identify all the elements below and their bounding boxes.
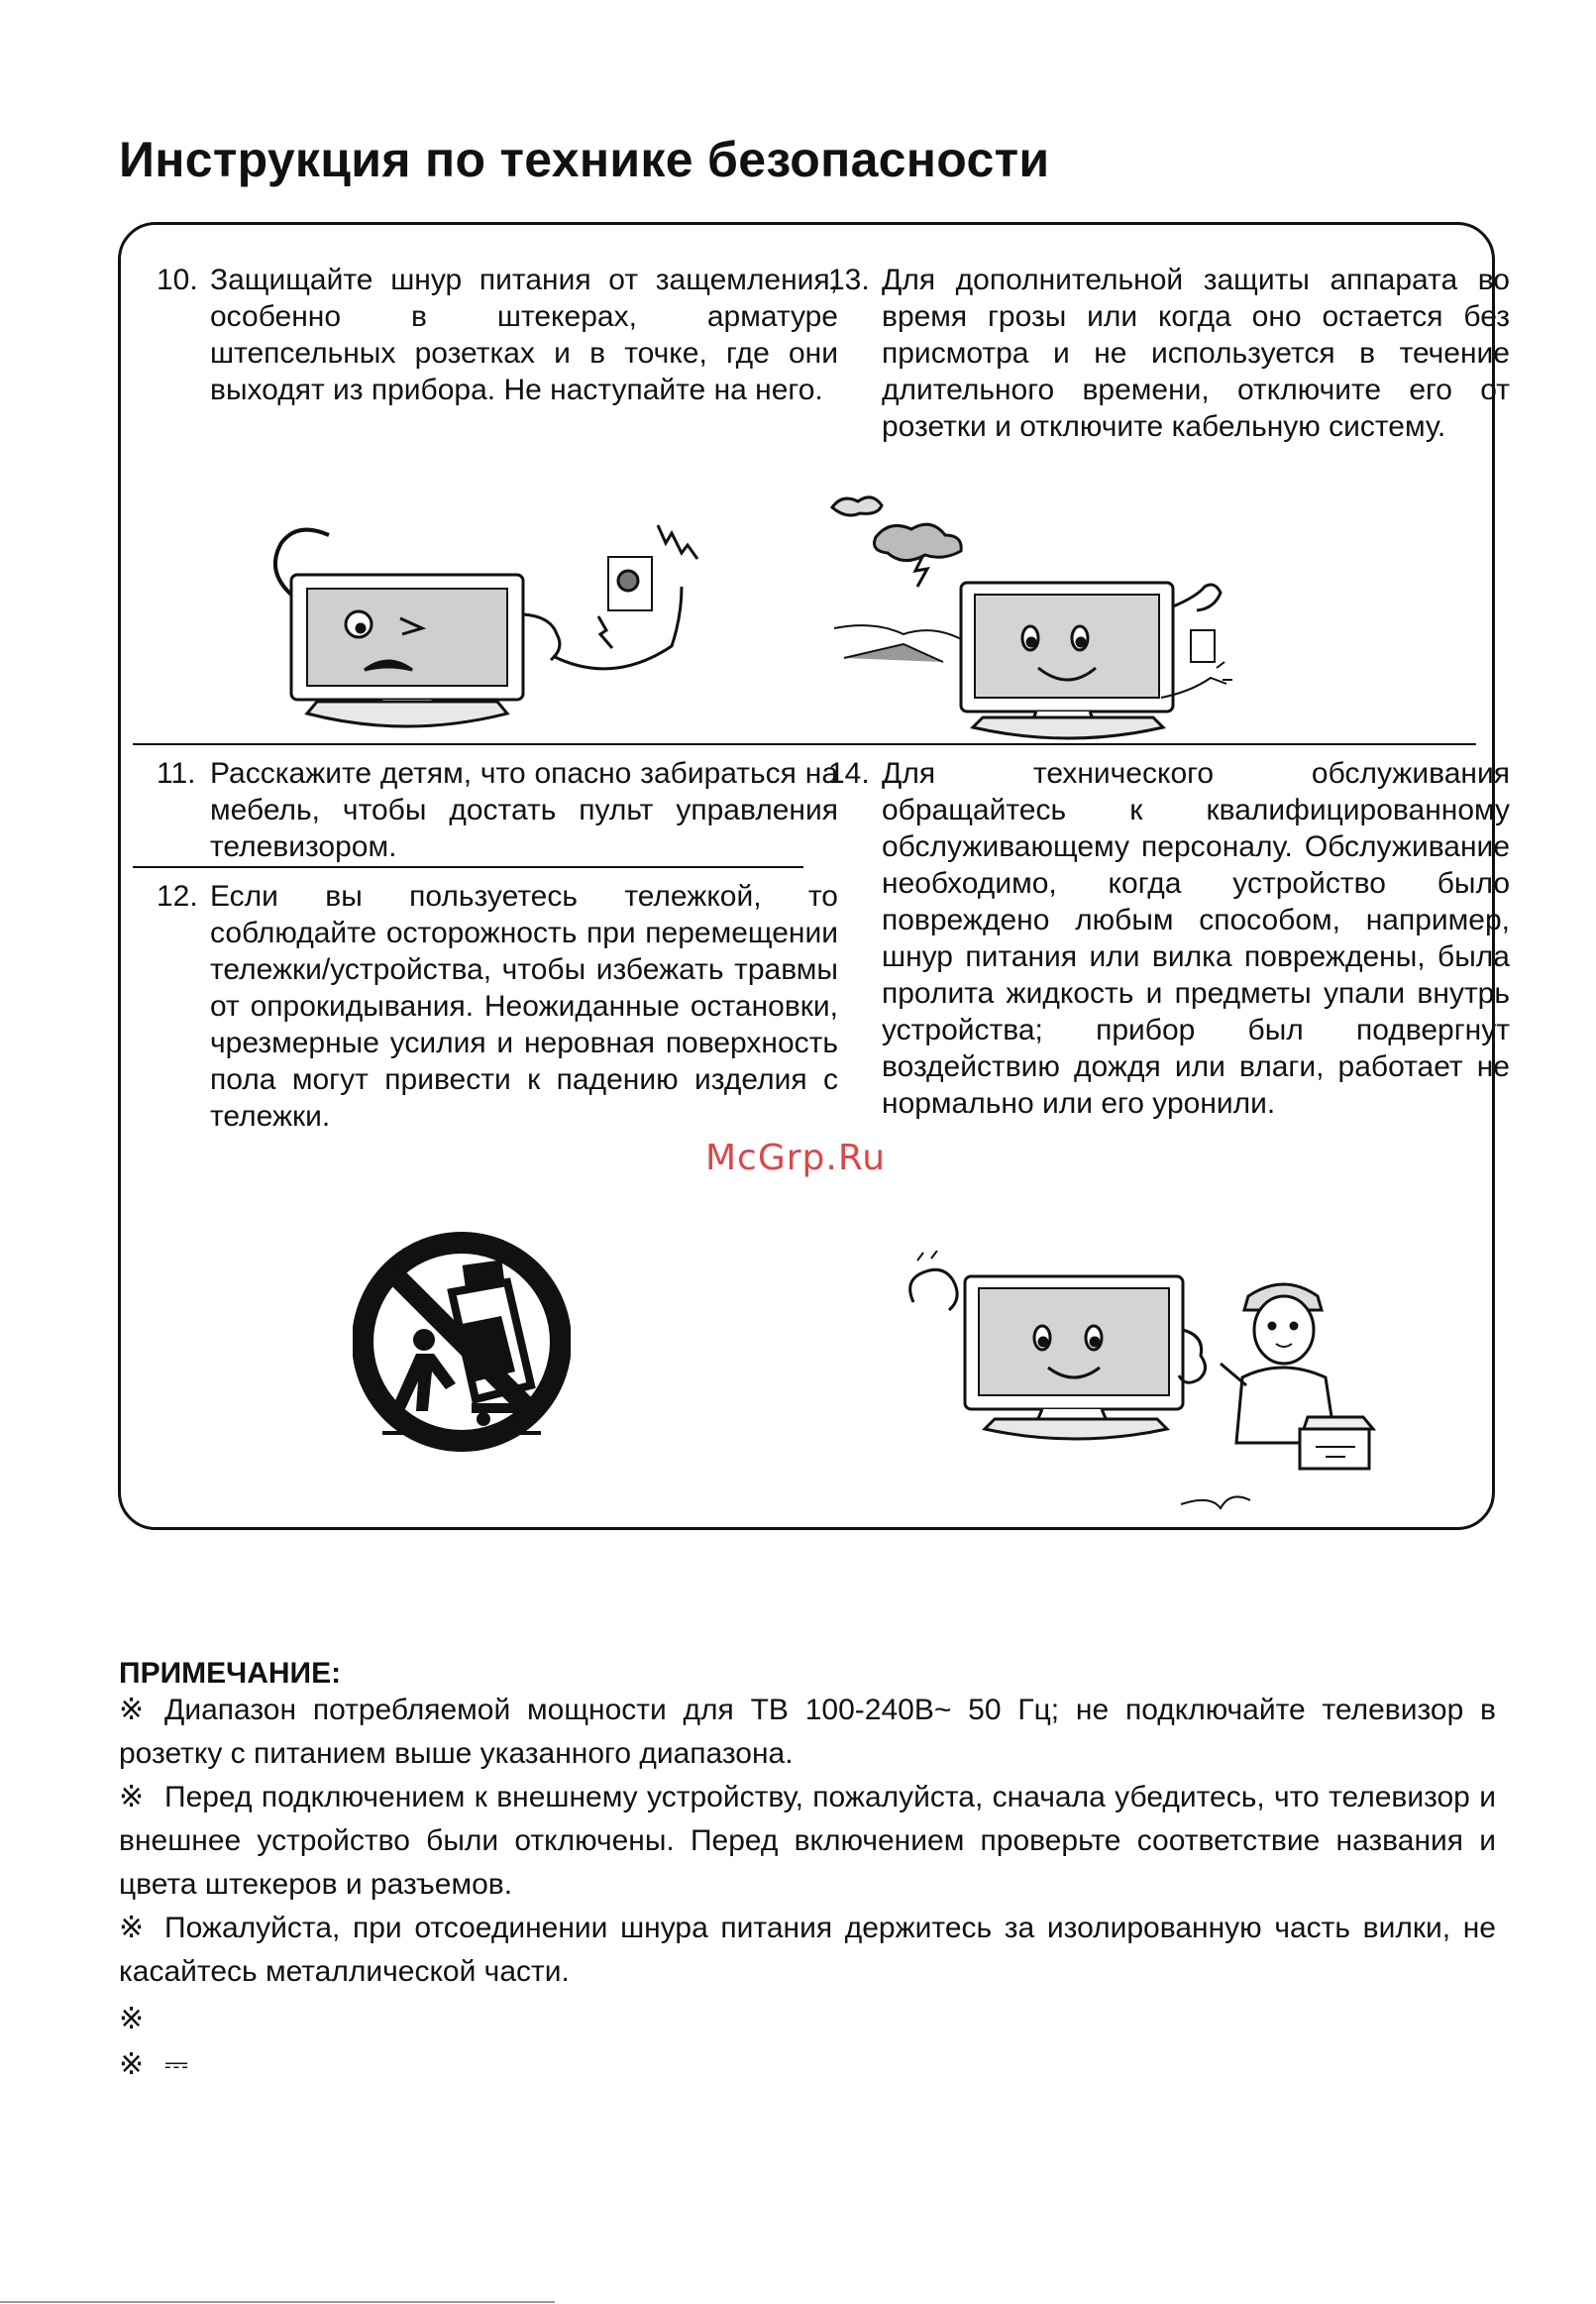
item-text: Для дополнительной защиты аппарата во время грозы или когда оно остается без присмотра и не используется в течение длительного времени, отключите его от розетки и отключите кабельную систему. xyxy=(882,264,1510,443)
instruction-item-10 xyxy=(157,262,838,408)
note-line-2 xyxy=(119,1776,1496,1907)
item-text: Для технического обслуживания обращайтесь к квалифицированному обслуживающему персоналу. Обслуживание необходимо, когда устройство было повреждено любым способом, например, шнур питания или вилка повреждены, была пролита жидкость и предметы упали внутрь устройства; прибор был подвергнут воздействию дождя или влаги, работает не нормально или его уронили. xyxy=(882,757,1510,1120)
section-divider-left xyxy=(133,866,803,868)
tv-service-technician-illustration xyxy=(894,1251,1401,1518)
note-mark-icon: ※ xyxy=(119,1693,145,1727)
note-line-5 xyxy=(119,2043,1496,2087)
instruction-item-13 xyxy=(828,262,1510,445)
note-mark-icon: ※ xyxy=(119,2047,145,2082)
item-text: Если вы пользуетесь тележкой, то соблюдайте осторожность при перемещении тележки/устройства, чтобы избежать травмы от опрокидывания. Неожиданные остановки, чрезмерные усилия и неровная поверхность пола могут привести к падению изделия с тележки. xyxy=(210,880,838,1133)
instruction-item-14 xyxy=(828,755,1510,1122)
instruction-item-12 xyxy=(157,878,838,1135)
note-text: Перед подключением к внешнему устройству, пожалуйста, сначала убедитесь, что телевизор и внешнее устройство были отключены. Перед включением проверьте соответствие названия и цвета штекеров и разъемов. xyxy=(119,1781,1496,1901)
page-title: Инструкция по технике безопасности xyxy=(119,132,1050,187)
item-number: 10. xyxy=(157,264,198,296)
section-divider xyxy=(133,743,1476,745)
item-number: 11. xyxy=(157,757,196,790)
item-text: Расскажите детям, что опасно забираться на мебель, чтобы достать пульт управления телевизором. xyxy=(210,757,838,863)
instruction-item-11 xyxy=(157,755,838,865)
tv-cord-damage-illustration xyxy=(256,505,701,743)
dc-symbol-icon: ⎓ xyxy=(164,2048,188,2081)
item-number: 14. xyxy=(828,757,870,790)
item-text: Защищайте шнур питания от защемления, особенно в штекерах, арматуре штепсельных розетках и в точке, где они выходят из прибора. Не наступайте на него. xyxy=(210,264,838,406)
note-line-3 xyxy=(119,1907,1496,1994)
cart-tipover-warning-icon xyxy=(353,1229,571,1455)
tv-thunderstorm-illustration xyxy=(824,490,1240,747)
item-number: 13. xyxy=(828,264,870,296)
watermark: McGrp.Ru xyxy=(705,1138,887,1178)
note-line-1 xyxy=(119,1689,1496,1776)
note-line-4 xyxy=(119,1998,1496,2041)
item-number: 12. xyxy=(157,880,198,913)
note-mark-icon: ※ xyxy=(119,1911,145,1945)
note-text: Пожалуйста, при отсоединении шнура питания держитесь за изолированную часть вилки, не касайтесь металлической части. xyxy=(119,1912,1496,1988)
page-bottom-rule xyxy=(0,2301,555,2303)
note-mark-icon: ※ xyxy=(119,1780,145,1814)
note-text: Диапазон потребляемой мощности для ТВ 100-240В~ 50 Гц; не подключайте телевизор в розетку с питанием выше указанного диапазона. xyxy=(119,1694,1496,1770)
note-mark-icon: ※ xyxy=(119,2002,145,2036)
note-heading: ПРИМЕЧАНИЕ: xyxy=(119,1657,342,1690)
